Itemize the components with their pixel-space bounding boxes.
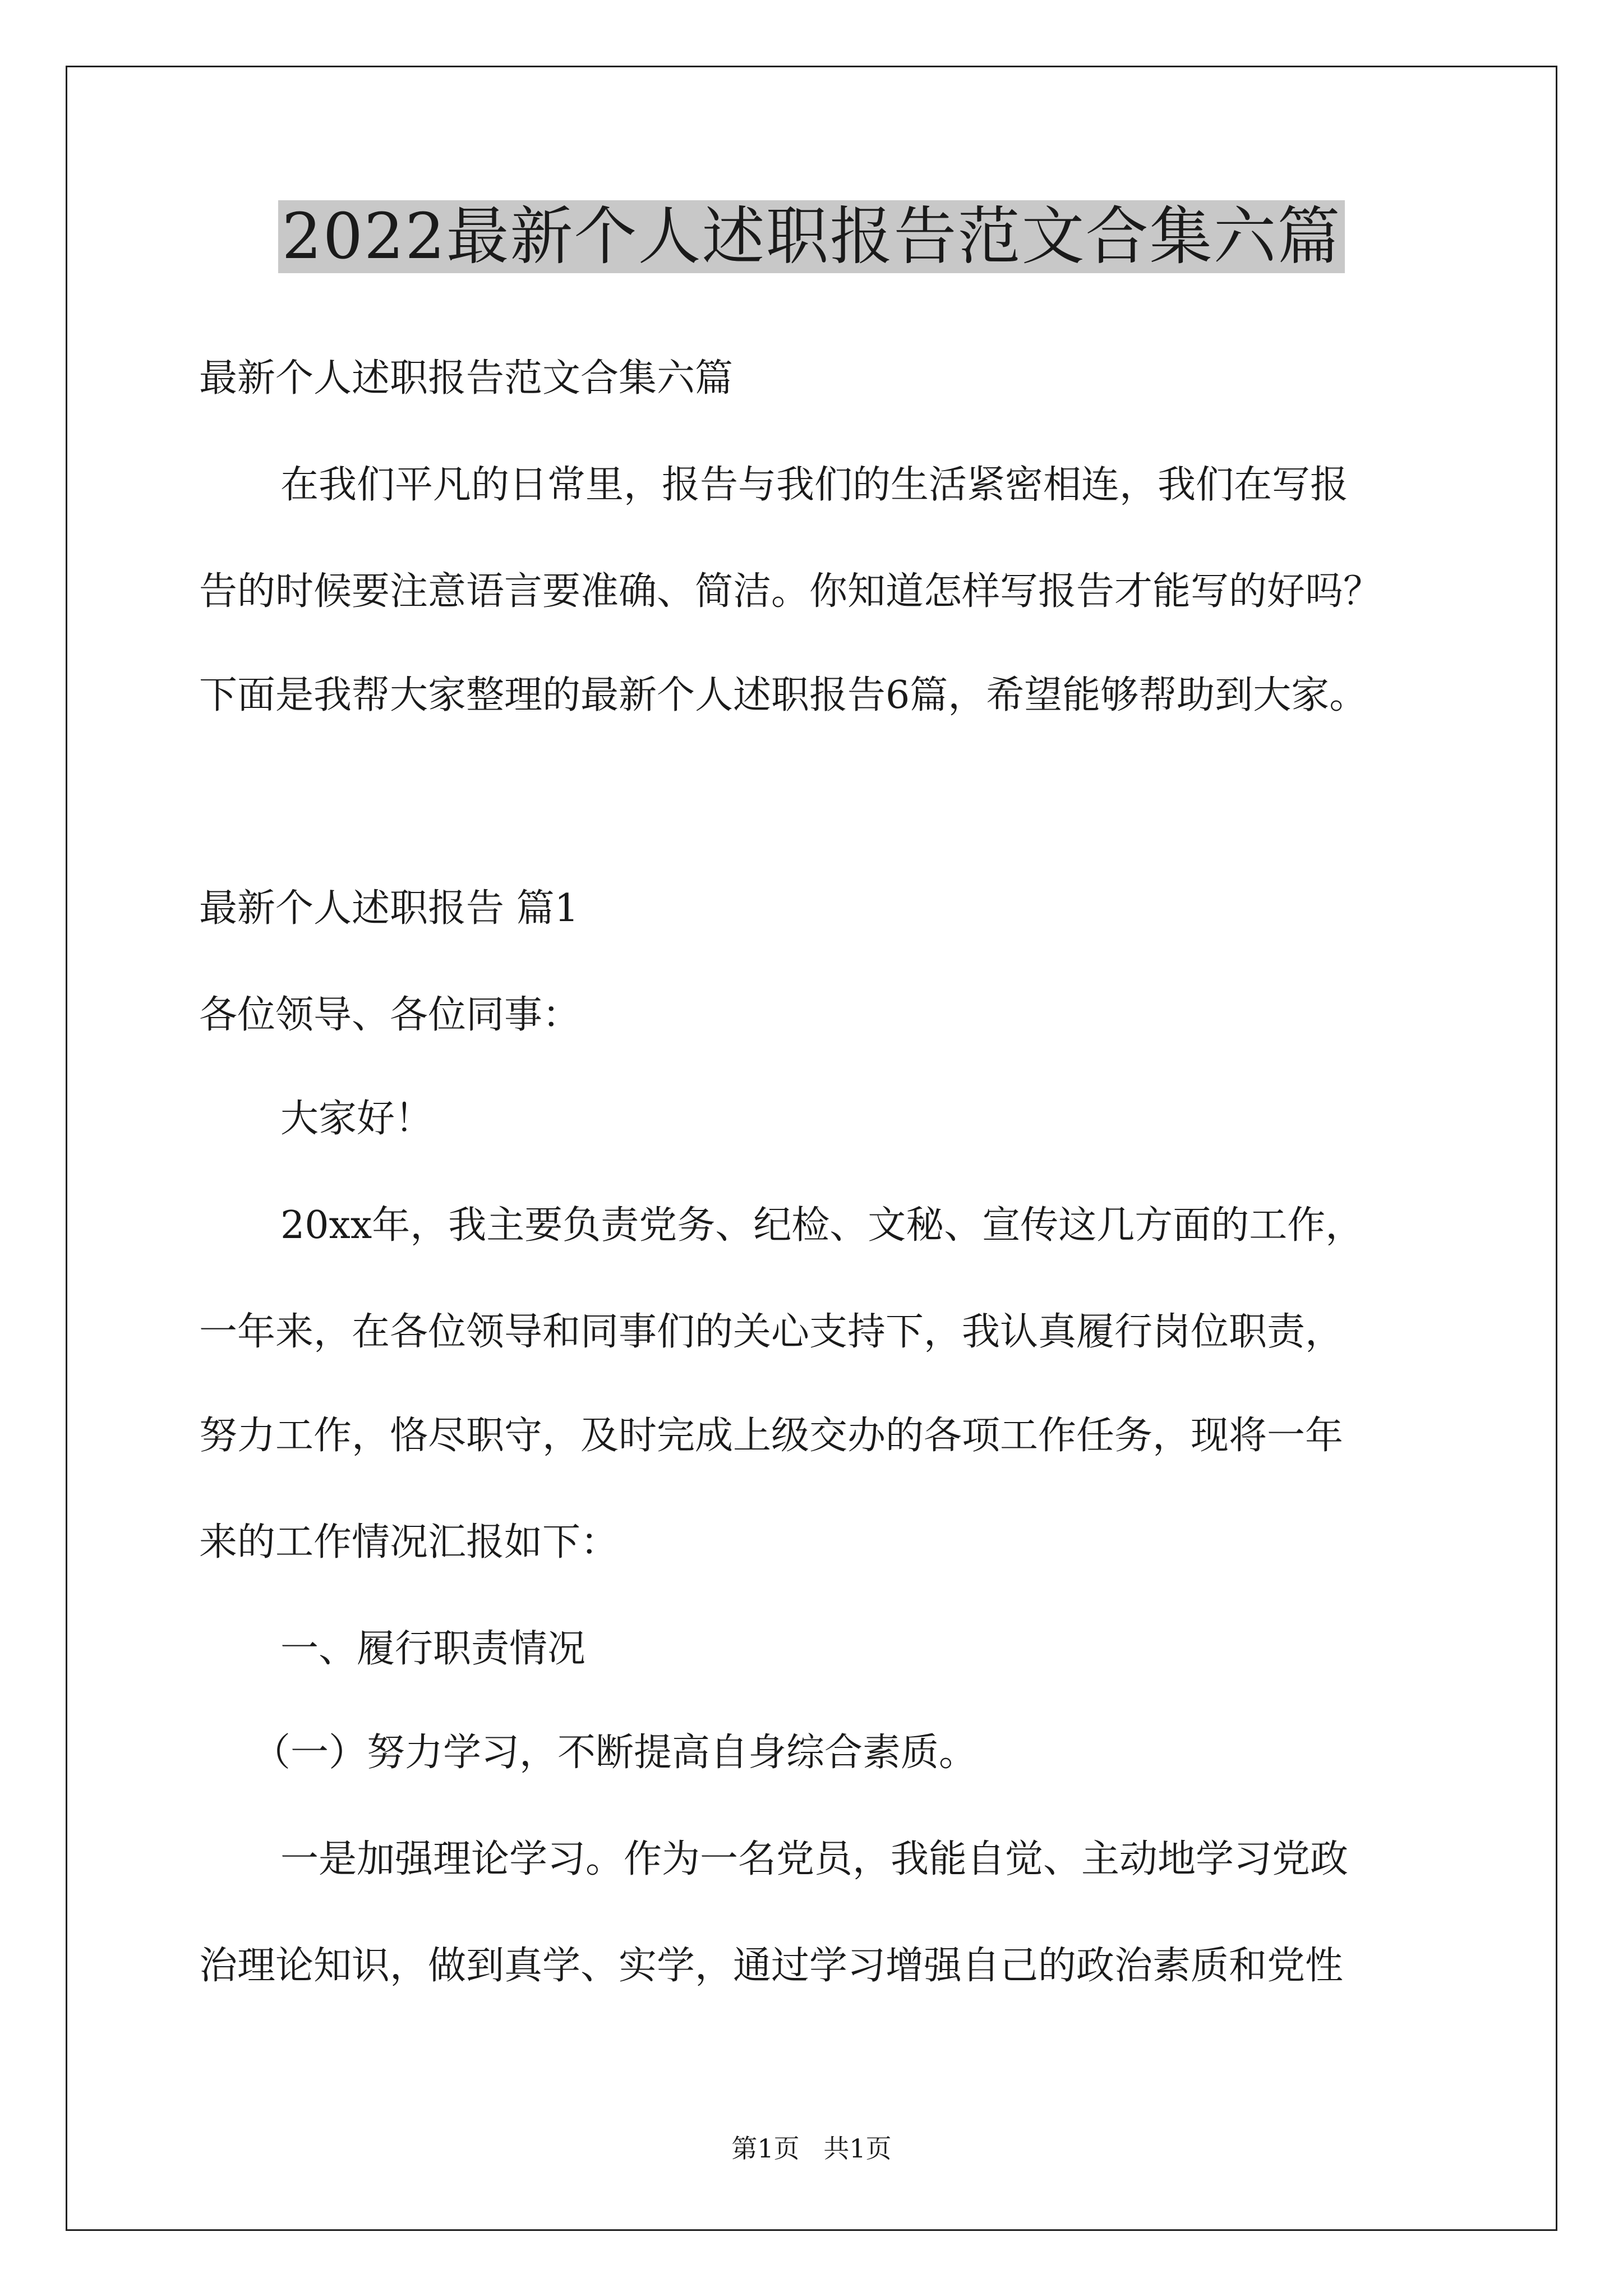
body-line-3: 努力工作，恪尽职守，及时完成上级交办的各项工作任务，现将一年	[199, 1414, 1344, 1458]
part1-heading: 一、履行职责情况	[280, 1627, 586, 1671]
body-line-1: 20xx年，我主要负责党务、纪检、文秘、宣传这几方面的工作，	[280, 1203, 1364, 1248]
page-footer	[0, 2132, 1623, 2165]
document-subtitle: 最新个人述职报告范文合集六篇	[199, 356, 734, 401]
greeting: 大家好！	[280, 1097, 434, 1141]
part1-text-line-2: 治理论知识，做到真学、实学，通过学习增强自己的政治素质和党性	[199, 1944, 1344, 1988]
document-title	[0, 197, 1623, 276]
intro-line-3: 下面是我帮大家整理的最新个人述职报告6篇，希望能够帮助到大家。	[199, 673, 1368, 717]
document-title-text: 2022最新个人述职报告范文合集六篇	[278, 200, 1344, 273]
section-heading: 最新个人述职报告 篇1	[199, 886, 579, 931]
page-total: 共1页	[823, 2133, 892, 2164]
part1-text-line-1: 一是加强理论学习。作为一名党员，我能自觉、主动地学习党政	[280, 1837, 1349, 1881]
page-number: 第1页	[731, 2133, 800, 2164]
intro-line-1: 在我们平凡的日常里，报告与我们的生活紧密相连，我们在写报	[280, 463, 1349, 507]
body-line-4: 来的工作情况汇报如下：	[199, 1520, 619, 1565]
body-line-2: 一年来，在各位领导和同事们的关心支持下，我认真履行岗位职责，	[199, 1310, 1344, 1354]
intro-line-2: 告的时候要注意语言要准确、简洁。你知道怎样写报告才能写的好吗？	[199, 569, 1382, 614]
part1-subheading: （一）努力学习，不断提高自身综合素质。	[252, 1731, 978, 1775]
salutation: 各位领导、各位同事：	[199, 993, 581, 1037]
